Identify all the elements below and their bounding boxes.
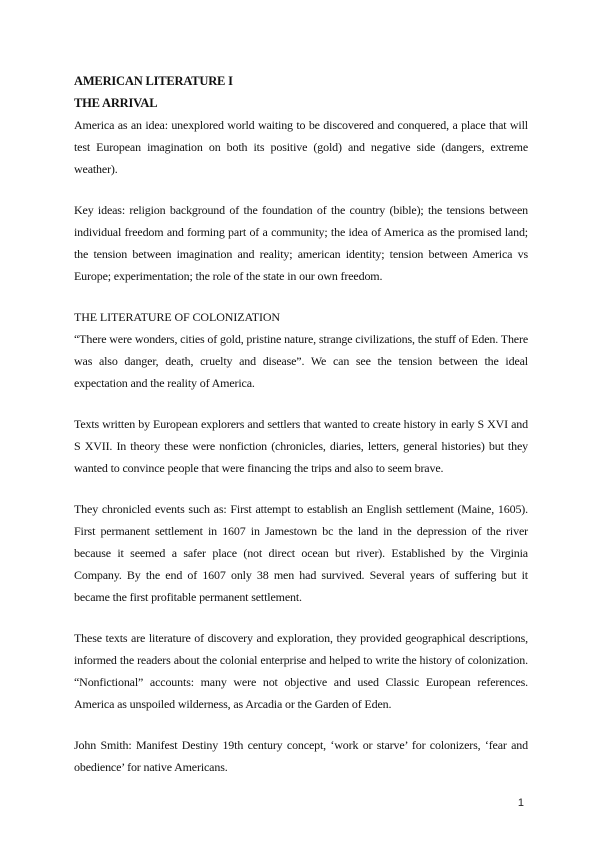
texts-written-paragraph: Texts written by European explorers and settlers that wanted to create history in early S XVI and S XVII. In theory these were nonfiction (chronicles, diaries, letters, general histories) but they wanted to convince people that were financing the trips and also to seem brave. bbox=[74, 417, 528, 475]
section-title: THE ARRIVAL bbox=[74, 96, 158, 110]
discovery-paragraph: These texts are literature of discovery and exploration, they provided geographical descriptions, informed the readers about the colonial enterprise and helped to write the history of colonization. “Nonfictional” accounts: many were not objective and used Classic European references. America as unspoiled wilderness, as Arcadia or the Garden of Eden. bbox=[74, 631, 528, 711]
colonization-heading: THE LITERATURE OF COLONIZATION bbox=[74, 310, 280, 324]
key-ideas-paragraph: Key ideas: religion background of the foundation of the country (bible); the tensions between individual freedom and forming part of a community; the idea of America as the promised land; the tension between imagination and reality; american identity; tension between America vs Europe; experimentation; the role of the state in our own freedom. bbox=[74, 203, 528, 283]
course-title: AMERICAN LITERATURE I bbox=[74, 74, 233, 88]
chronicled-events-paragraph: They chronicled events such as: First attempt to establish an English settlement (Maine, 1605). First permanent settlement in 1607 in Jamestown bc the land in the depression of the river because it seemed a safer place (not direct ocean but river). Established by the Virginia Company. By the end of 1607 only 38 men had survived. Several years of suffering but it became the first profitable permanent settlement. bbox=[74, 502, 528, 604]
intro-paragraph: America as an idea: unexplored world waiting to be discovered and conquered, a place that will test European imagination on both its positive (gold) and negative side (dangers, extreme weather). bbox=[74, 118, 528, 176]
document-page bbox=[74, 70, 528, 797]
page-number: 1 bbox=[517, 797, 524, 809]
quote-paragraph: “There were wonders, cities of gold, pristine nature, strange civilizations, the stuff of Eden. There was also danger, death, cruelty and disease”. We can see the tension between the ideal expectation and the reality of America. bbox=[74, 332, 528, 390]
john-smith-paragraph: John Smith: Manifest Destiny 19th century concept, ‘work or starve’ for colonizers, ‘fear and obedience’ for native Americans. bbox=[74, 738, 528, 774]
